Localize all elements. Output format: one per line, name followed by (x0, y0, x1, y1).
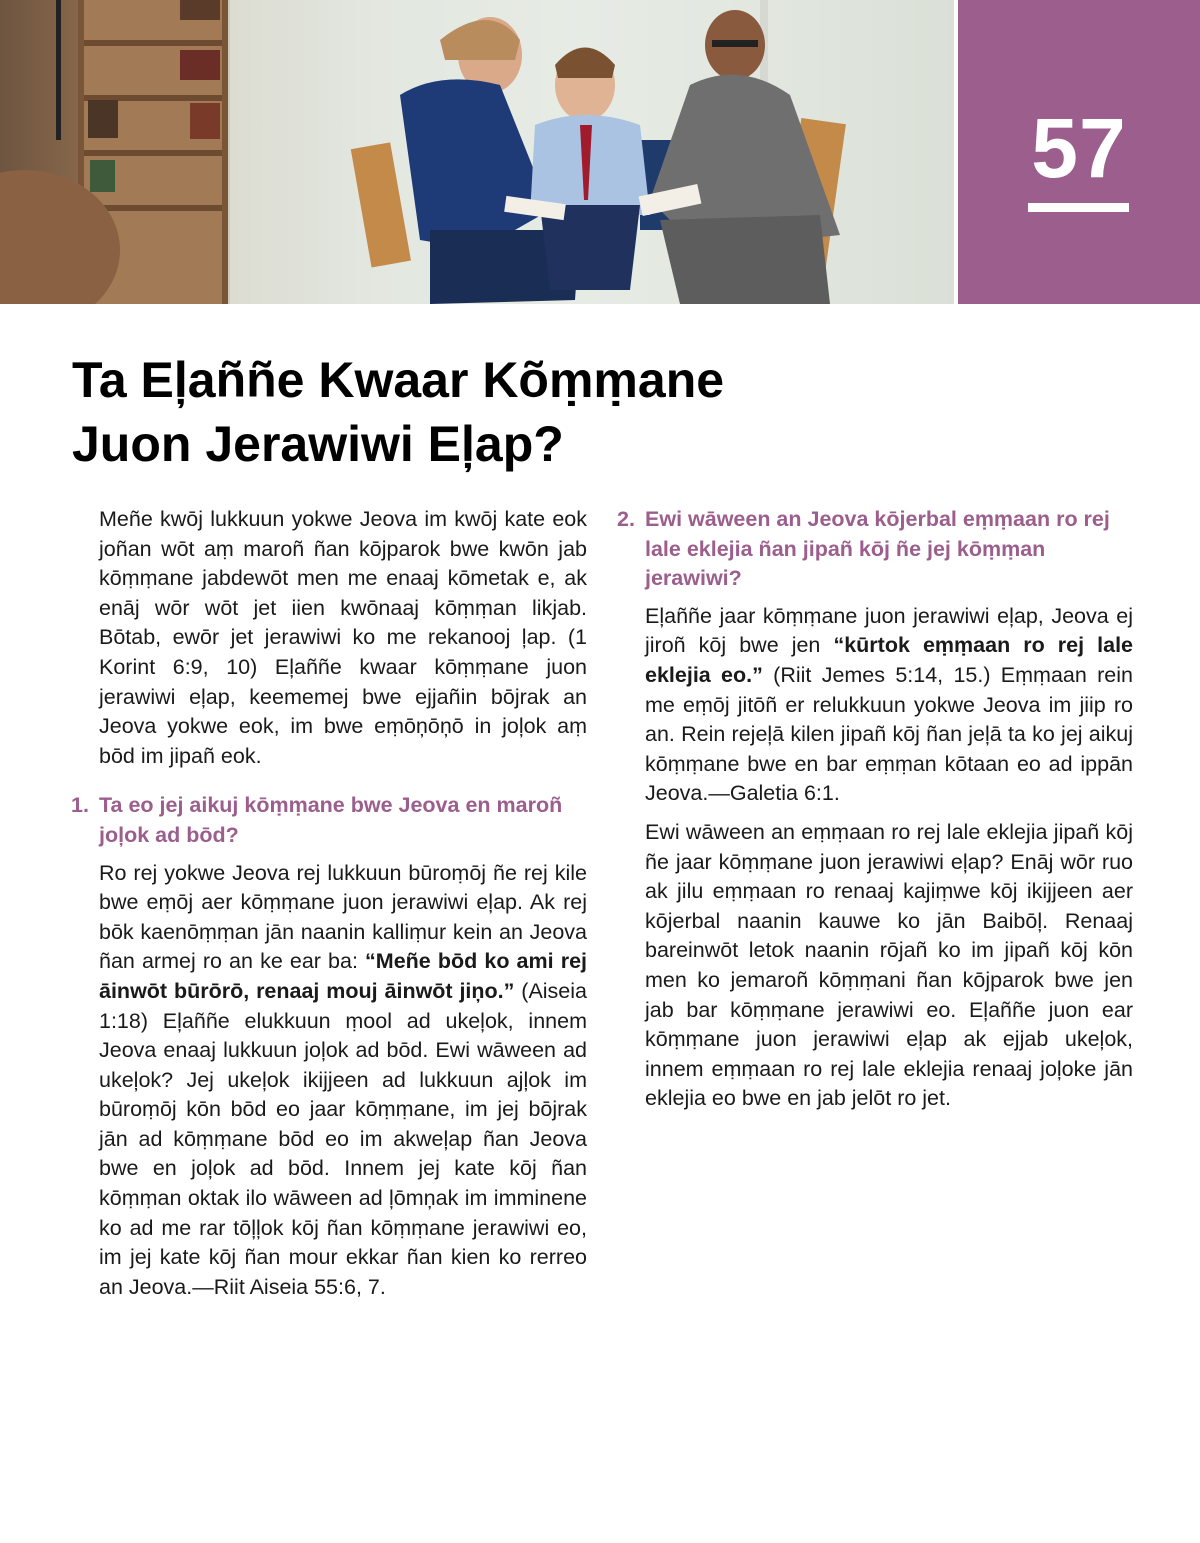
lesson-number-box (958, 0, 1200, 304)
section-2-paragraph-2: Ewi wāween an eṃṃaan ro rej lale eklejia jipañ kōj ñe jaar kōṃṃane juon jerawiwi eļap? Enāj wōr ruo ak jilu eṃṃaan ro renaaj kajiṃwe kōj ikijjeen aer kōjerbal naanin kauwe ko jān Baibōļ. Renaaj bareinwōt letok naanin rōjañ ko im jipañ kōj kōn men ko jemaroñ kōṃṃani ñan kōjparok bwe jen jab bar kōṃṃane jerawiwi eo. Eļaññe juon ear kōṃṃane juon jerawiwi eļap ak ejjab ukeļok, innem eṃṃaan ro rej lale eklejia renaaj joļoke jān eklejia eo bwe en jab jelōt ro jet. (645, 819, 1133, 1111)
section-1-text-a: Ro rej yokwe Jeova rej lukkuun būroṃōj ñe rej kile bwe eṃōj aer kōṃṃane juon jerawiwi eļap. Ak rej bōk kaenōṃṃan jān naanin kalliṃur kein an Jeova ñan armej ro an ke ear ba: (99, 860, 587, 974)
question-1-text: Ta eo jej aikuj kōṃṃane bwe Jeova en maroñ joļok ad bōd? (99, 793, 563, 847)
section-2-quote: “kūrtok eṃṃaan ro rej lale eklejia eo.” (645, 633, 1134, 687)
question-2-number: 2. (617, 507, 635, 531)
section-2-paragraph-1 (645, 602, 1133, 809)
photo-three-men-talking-icon (0, 0, 954, 304)
section-1-paragraph (99, 859, 587, 1303)
question-1 (71, 791, 587, 850)
question-2-text: Ewi wāween an Jeova kōjerbal eṃṃaan ro rej lale eklejia ñan jipañ kōj ñe jej kōṃṃan jerawiwi? (645, 507, 1110, 591)
left-column (71, 505, 587, 1311)
header-photo (0, 0, 954, 304)
intro-paragraph: Meñe kwōj lukkuun yokwe Jeova im kwōj kate eok joñan wōt aṃ maroñ ñan kōjparok bwe kwōn jab kōṃṃane jabdewōt men me enaaj kōmetak e, ak enāj wōr wōt jet iien kwōnaaj kōṃṃan likjab. Bōtab, ewōr jet jerawiwi ko me rekanooj ļap. (1 Korint 6:9, 10) Eļaññe kwaar kōṃṃane juon jerawiwi eļap, keememej bwe ejjañin bōjrak an Jeova yokwe eok, im bwe eṃōņōņō in joļok aṃ bōd im jipañ eok. (99, 507, 587, 768)
title-line-1: Ta Eļaññe Kwaar Kõṃṃane (72, 352, 725, 408)
section-2-text-a: Eļaññe jaar kōṃṃane juon jerawiwi eļap, Jeova ej jiroñ kōj bwe jen (645, 603, 1133, 658)
page-title (72, 348, 972, 476)
right-column (617, 505, 1134, 1123)
section-1-text-b: (Aiseia 1:18) Eļaññe elukkuun ṃool ad ukeļok, innem Jeova enaaj lukkuun joļok ad bōd. Ewi wāween ad ukeļok? Jej ukeļok ikijjeen ad lukkuun ajļok im būroṃōj kōn bōd eo jaar kōṃṃane, im jej bōjrak jān ad kōṃṃane bōd eo im akweļap ñan Jeova bwe en joļok ad bōd. Innem jej kate kōj ñan kōṃṃan oktak ilo wāween ad ļōmņak im imminene ko ad me rar tōļļok kōj ñan kōṃṃane jerawiwi eo, im jej kate kōj ñan mour ekkar ñan kien ko rerreo an Jeova.—Riit Aiseia 55:6, 7. (99, 978, 587, 1299)
question-2 (617, 505, 1133, 594)
section-1-quote: “Meñe bōd ko ami rej āinwōt būrōrō, renaaj mouj āinwōt jiņo.” (99, 949, 587, 1003)
title-line-2: Juon Jerawiwi Eļap? (72, 416, 564, 472)
lesson-number: 57 (1031, 101, 1127, 195)
lesson-number-underline (1028, 203, 1129, 212)
question-1-number: 1. (71, 793, 89, 818)
section-2-text-b: (Riit Jemes 5:14, 15.) Eṃṃaan rein me eṃōj jitōñ er relukkuun yokwe Jeova im jiip ro an. Rein rejeļā kilen jipañ kōj ñan jeļā ta ko jej aikuj kōṃṃane bwe en bar eṃṃan kōtaan eo ad ippān Jeova.—Galetia 6:1. (645, 662, 1133, 806)
